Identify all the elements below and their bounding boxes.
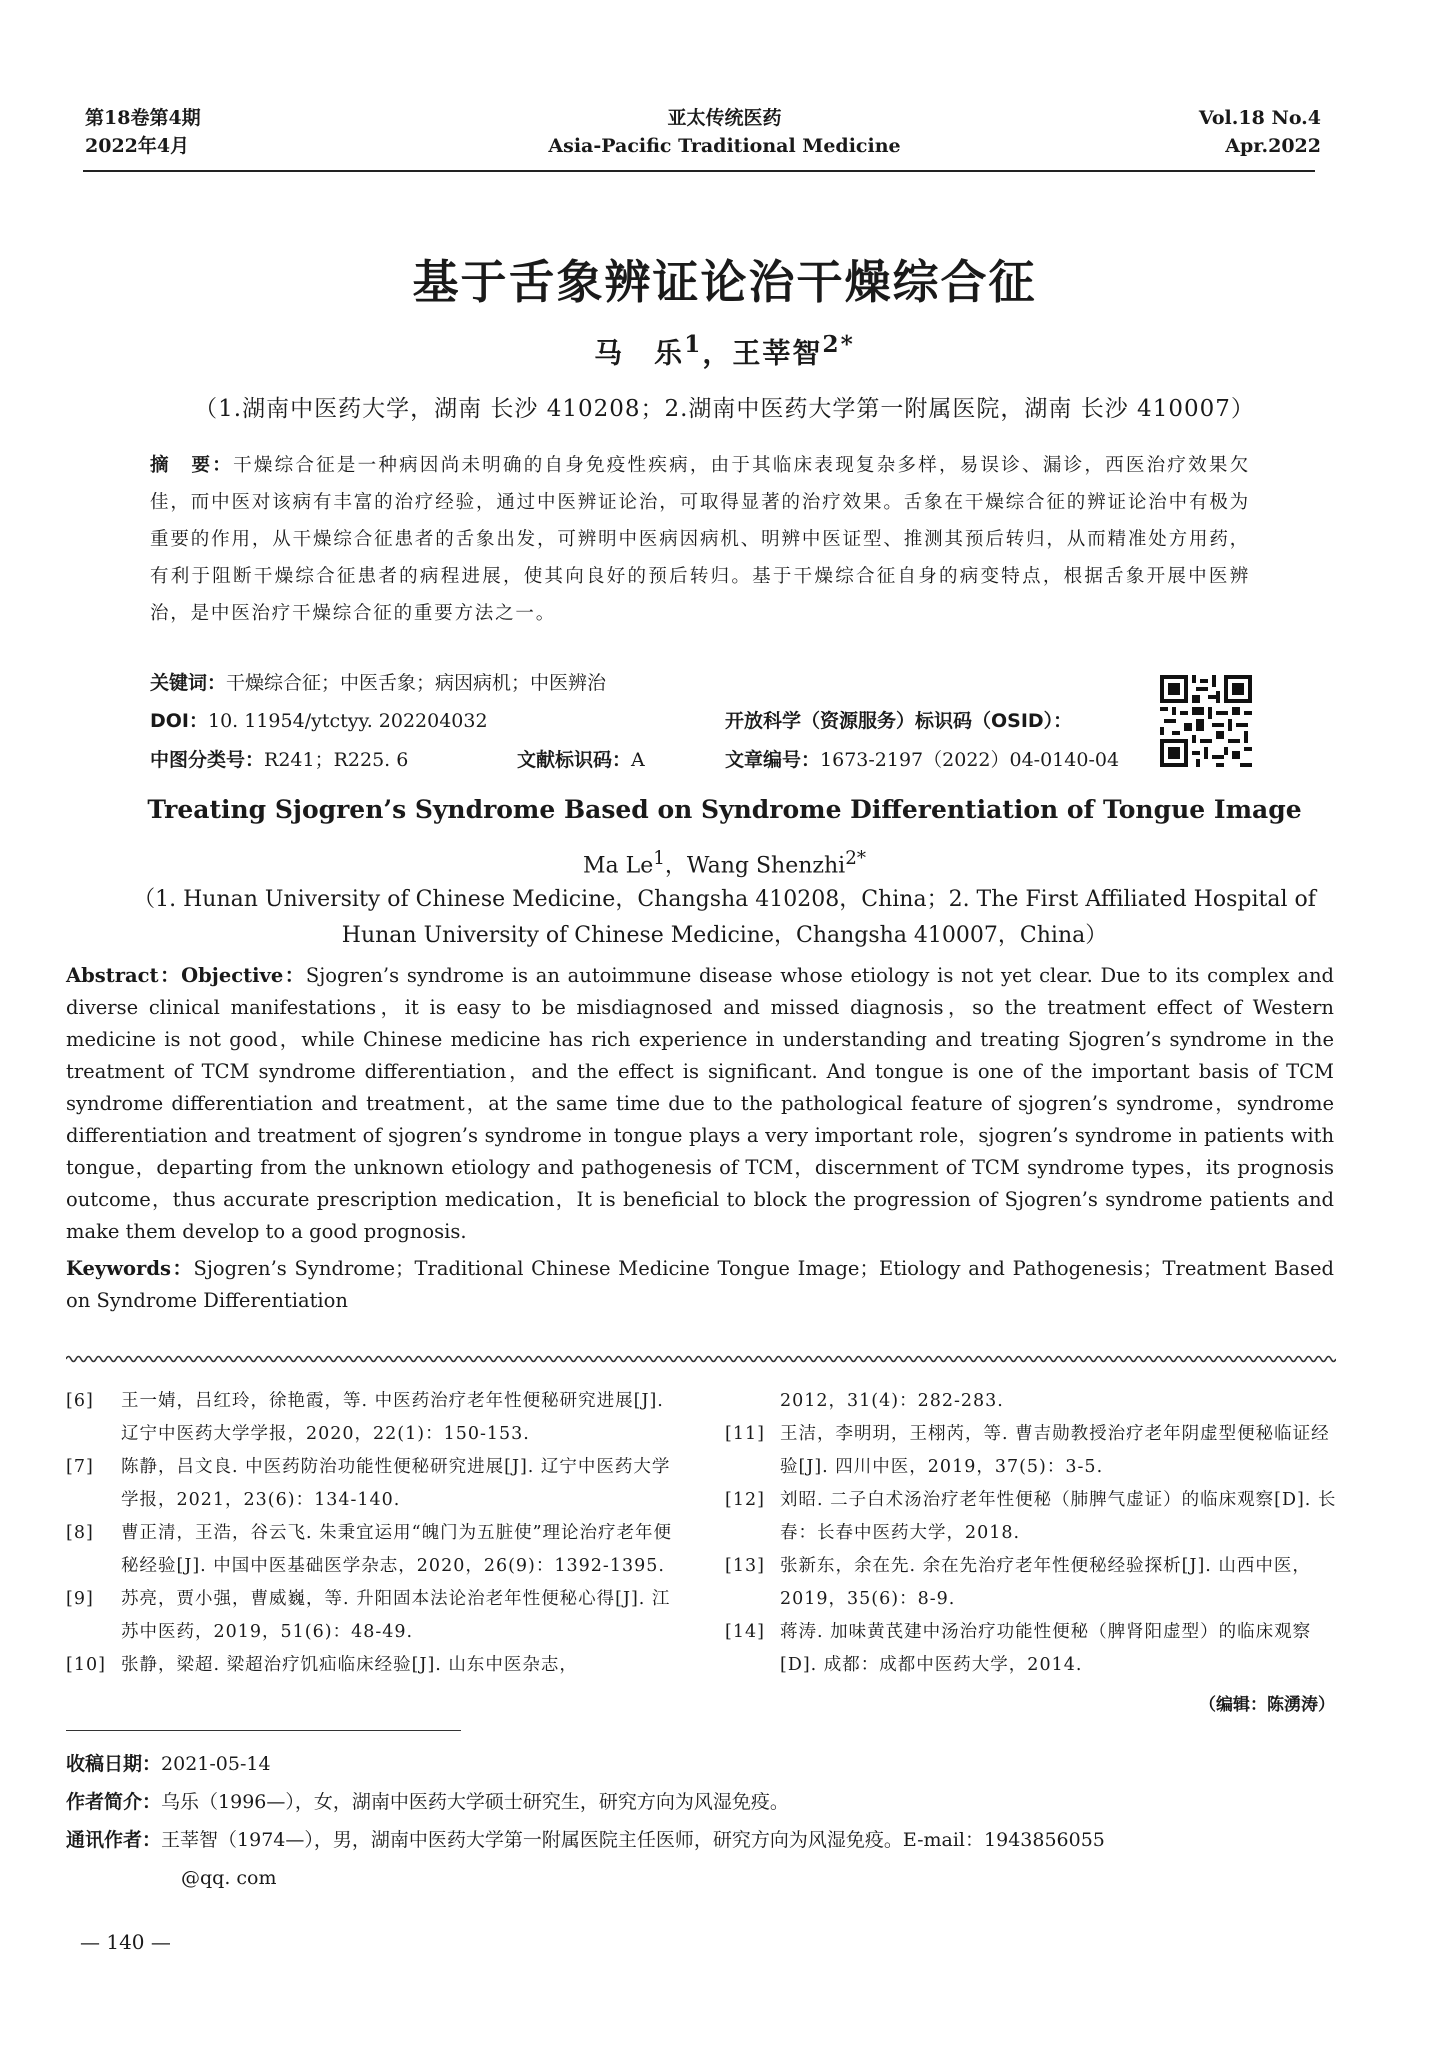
journal-name-cn: 亚太传统医药 <box>667 107 782 129</box>
reference-number: [6] <box>66 1391 94 1411</box>
article-no-label: 文章编号： <box>725 749 821 771</box>
clc-label: 中图分类号： <box>150 749 265 771</box>
abstract-text-cn: 干燥综合征是一种病因尚未明确的自身免疫性疾病，由于其临床表现复杂多样，易误诊、漏诊，西医治疗效果欠佳，而中医对该病有丰富的治疗经验，通过中医辨证论治，可取得显著的治疗效果。舌象在干燥综合征的辨证论治中有极为重要的作用，从干燥综合征患者的舌象出发，可辨明中医病因病机、明辨中医证型、推测其预后转归，从而精准处方用药，有利于阻断干燥综合征患者的病程进展，使其向良好的预后转归。基于干燥综合征自身的病变特点，根据舌象开展中医辨治，是中医治疗干燥综合征的重要方法之一。 <box>150 455 1250 624</box>
reference-item <box>66 1451 676 1517</box>
keywords-en <box>66 1253 1334 1317</box>
received-value: 2021-05-14 <box>161 1753 271 1775</box>
wavy-divider <box>66 1352 1336 1366</box>
author-1-cn: 马 乐 <box>594 336 685 370</box>
author-2-en: Wang Shenzhi <box>686 853 846 879</box>
article-title-en: Treating Sjogren’s Syndrome Based on Syndrome Differentiation of Tongue Image <box>147 795 1302 824</box>
reference-continuation-text: 2012，31(4)：282-283. <box>780 1391 1004 1411</box>
reference-number: [14] <box>725 1622 765 1642</box>
author-2-en-sup: 2* <box>845 848 867 869</box>
reference-text: 张新东，余在先. 余在先治疗老年性便秘经验探析[J]. 山西中医，2019，35(6)：8-9. <box>780 1556 1311 1609</box>
affiliation-cn: （1.湖南中医药大学，湖南 长沙 410208；2.湖南中医药大学第一附属医院，湖南 长沙 410007） <box>194 396 1255 422</box>
reference-item <box>66 1517 676 1583</box>
doc-code-line <box>517 745 645 772</box>
article-title-cn: 基于舌象辨证论治干燥综合征 <box>412 255 1037 309</box>
author-1-en: Ma Le <box>582 853 654 879</box>
osid-label: 开放科学（资源服务）标识码（OSID）： <box>725 710 1073 732</box>
reference-number: [13] <box>725 1556 765 1576</box>
date-en: Apr.2022 <box>1225 135 1321 157</box>
reference-item <box>66 1583 676 1649</box>
reference-number: [11] <box>725 1424 765 1444</box>
abstract-label-cn: 摘 要： <box>150 455 234 476</box>
received-date <box>66 1745 1346 1783</box>
page-number: — 140 — <box>80 1930 171 1954</box>
affiliation-en <box>100 882 1349 954</box>
references-right-list <box>725 1418 1337 1682</box>
abstract-en <box>66 960 1334 1248</box>
keywords-label-cn: 关键词： <box>150 672 227 694</box>
reference-text: 张静，梁超. 梁超治疗饥疝临床经验[J]. 山东中医杂志， <box>121 1655 578 1675</box>
journal-name-en: Asia-Pacific Traditional Medicine <box>548 135 901 157</box>
doc-code-label: 文献标识码： <box>517 749 632 771</box>
doc-code-value: A <box>631 749 645 771</box>
clc-value: R241；R225. 6 <box>264 749 409 771</box>
reference-item <box>725 1484 1337 1550</box>
corresponding-label: 通讯作者： <box>66 1829 162 1851</box>
abstract-cn <box>150 447 1250 632</box>
corresponding-author <box>66 1821 1346 1859</box>
author-intro <box>66 1783 1346 1821</box>
reference-item <box>725 1616 1337 1682</box>
abstract-label-en: Abstract： <box>66 964 182 987</box>
reference-text: 陈静，吕文良. 中医药防治功能性便秘研究进展[J]. 辽宁中医药大学学报，2021，23(6)：134-140. <box>121 1457 671 1510</box>
reference-continuation <box>725 1385 1337 1418</box>
corresponding-email-cont: @qq. com <box>181 1867 277 1889</box>
header-divider <box>83 170 1315 172</box>
reference-item <box>66 1385 676 1451</box>
footnote-divider <box>66 1730 461 1731</box>
reference-number: [10] <box>66 1655 106 1675</box>
reference-item <box>66 1649 676 1682</box>
objective-label-en: Objective： <box>181 964 306 987</box>
reference-item <box>725 1418 1337 1484</box>
received-label: 收稿日期： <box>66 1753 162 1775</box>
qr-code-icon[interactable] <box>1160 675 1252 767</box>
references-right-column <box>725 1385 1337 1682</box>
clc-line <box>150 745 408 772</box>
doi-value: 10. 11954/ytctyy. 202204032 <box>208 710 488 732</box>
references-left-column <box>66 1385 676 1682</box>
footnotes <box>66 1745 1346 1897</box>
editor-credit: （编辑：陈湧涛） <box>1199 1695 1335 1715</box>
author-separator: ， <box>702 336 733 370</box>
volume-issue-cn: 第18卷第4期 <box>85 107 201 129</box>
article-no-value: 1673-2197（2022）04-0140-04 <box>820 749 1120 771</box>
author-intro-label: 作者简介： <box>66 1791 162 1813</box>
doi-label: DOI： <box>150 710 208 732</box>
journal-issue-en <box>1199 104 1321 160</box>
reference-number: [9] <box>66 1589 94 1609</box>
article-no-line <box>725 745 1119 772</box>
date-cn: 2022年4月 <box>85 135 190 157</box>
reference-text: 蒋涛. 加味黄芪建中汤治疗功能性便秘（脾肾阳虚型）的临床观察[D]. 成都：成都中医药大学，2014. <box>780 1622 1312 1675</box>
reference-text: 王洁，李明玥，王栩芮，等. 曹吉勋教授治疗老年阴虚型便秘临证经验[J]. 四川中医，2019，37(5)：3-5. <box>780 1424 1330 1477</box>
author-intro-text: 乌乐（1996—），女，湖南中医药大学硕士研究生，研究方向为风湿免疫。 <box>161 1791 789 1813</box>
author-separator-en: ， <box>664 853 687 879</box>
reference-number: [8] <box>66 1523 94 1543</box>
reference-number: [12] <box>725 1490 765 1510</box>
reference-item <box>725 1550 1337 1616</box>
affiliation-en-line2: Hunan University of Chinese Medicine，Changsha 410007，China） <box>341 923 1108 948</box>
reference-text: 苏亮，贾小强，曹威巍，等. 升阳固本法论治老年性便秘心得[J]. 江苏中医药，2019，51(6)：48-49. <box>121 1589 671 1642</box>
author-2-cn: 王莘智 <box>732 336 823 370</box>
corresponding-text: 王莘智（1974—），男，湖南中医药大学第一附属医院主任医师，研究方向为风湿免疫。E-mail：1943856055 <box>161 1829 1105 1851</box>
keywords-text-en: Sjogren’s Syndrome；Traditional Chinese Medicine Tongue Image；Etiology and Pathogenesis；Treatment Based on Syndrome Differentiation <box>66 1257 1335 1312</box>
reference-text: 刘昭. 二子白术汤治疗老年性便秘（肺脾气虚证）的临床观察[D]. 长春：长春中医药大学，2018. <box>780 1490 1337 1543</box>
author-1-sup: 1 <box>684 330 703 358</box>
authors-cn <box>0 330 1449 371</box>
reference-text: 曹正清，王浩，谷云飞. 朱秉宜运用“魄门为五脏使”理论治疗老年便秘经验[J]. 中国中医基础医学杂志，2020，26(9)：1392-1395. <box>121 1523 673 1576</box>
keywords-text-cn: 干燥综合征；中医舌象；病因病机；中医辨治 <box>226 672 607 694</box>
keywords-label-en: Keywords： <box>66 1257 194 1280</box>
keywords-cn <box>150 668 606 695</box>
author-1-en-sup: 1 <box>653 848 665 869</box>
reference-text: 王一婧，吕红玲，徐艳霞，等. 中医药治疗老年性便秘研究进展[J]. 辽宁中医药大学学报，2020，22(1)：150-153. <box>121 1391 664 1444</box>
osid-line <box>725 706 1072 733</box>
volume-issue-en: Vol.18 No.4 <box>1198 107 1321 129</box>
abstract-text-en: Sjogren’s syndrome is an autoimmune disease whose etiology is not yet clear. Due to its complex and diverse clinical manifestations，it is easy to be misdiagnosed and missed diagnosis，so the treatment effect of Western medicine is not good，while Chinese medicine has rich experience in understanding and treating Sjogren’s syndrome in the treatment of TCM syndrome differentiation，and the effect is significant. And tongue is one of the important basis of TCM syndrome differentiation and treatment，at the same time due to the pathological feature of sjogren’s syndrome，syndrome differentiation and treatment of sjogren’s syndrome in tongue plays a very important role，sjogren’s syndrome in patients with tongue，departing from the unknown etiology and pathogenesis of TCM，discernment of TCM syndrome types，its prognosis outcome，thus accurate prescription medication，It is beneficial to block the progression of Sjogren’s syndrome patients and make them develop to a good prognosis. <box>66 964 1334 1243</box>
reference-number: [7] <box>66 1457 94 1477</box>
affiliation-en-line1: （1. Hunan University of Chinese Medicine，Changsha 410208，China；2. The First Affiliated Hospital of <box>133 887 1316 912</box>
authors-en <box>0 848 1449 879</box>
author-2-sup: 2* <box>822 330 855 358</box>
doi-line <box>150 706 488 733</box>
